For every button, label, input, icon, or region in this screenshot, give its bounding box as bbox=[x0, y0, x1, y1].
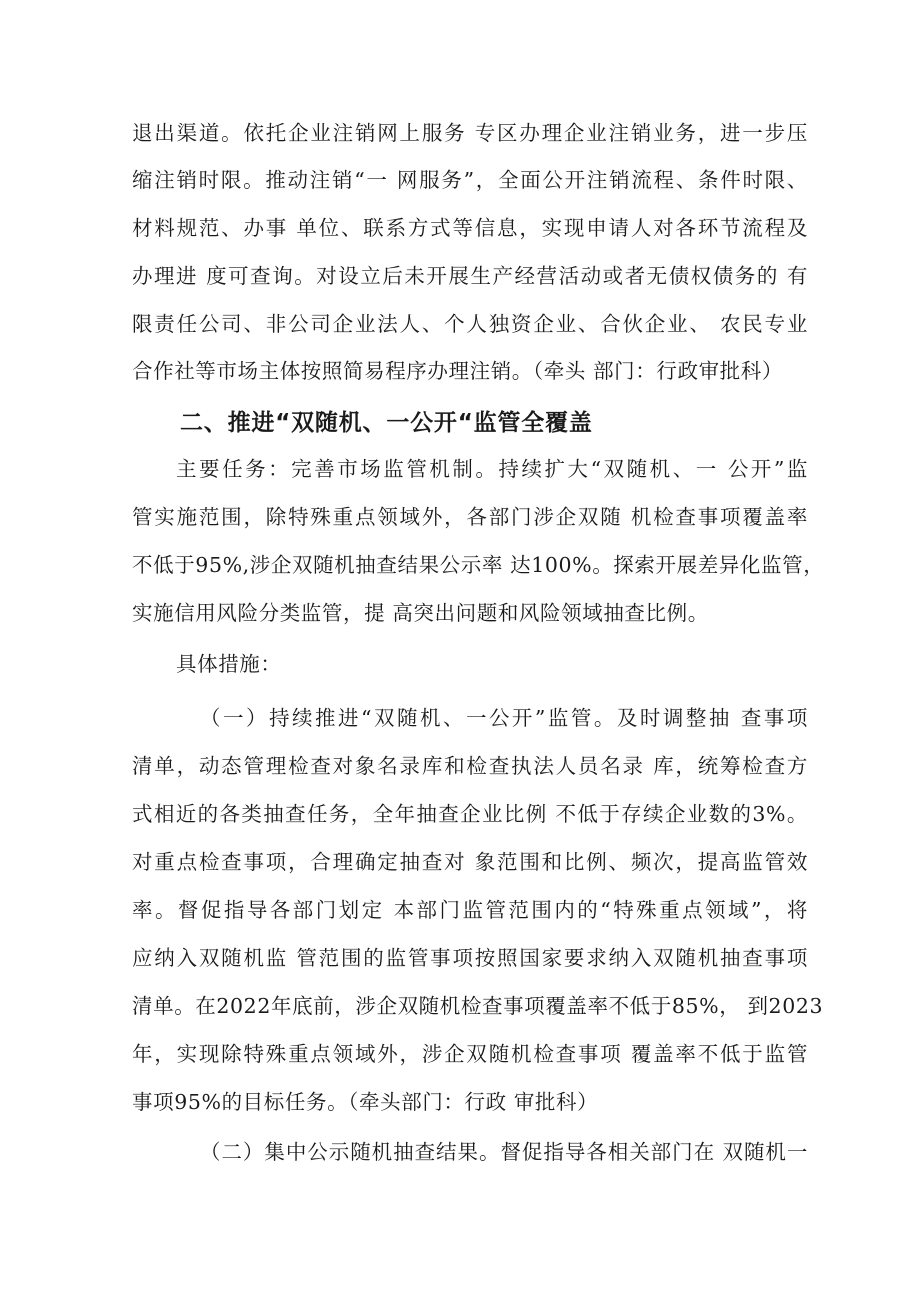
text-line: （一）持续推进“双随机、一公开”监管。及时调整抽 查事项 bbox=[200, 706, 808, 730]
section-heading: 二、推进“双随机、一公开“监管全覆盖 bbox=[180, 410, 593, 436]
text-line: 清单，动态管理检查对象名录库和检查执法人员名录 库，统筹检查方 bbox=[132, 754, 808, 778]
text-line: 应纳入双随机监 管范围的监管事项按照国家要求纳入双随机抽查事项 bbox=[132, 946, 808, 970]
text-line: 对重点检查事项，合理确定抽查对 象范围和比例、频次，提高监管效 bbox=[132, 850, 808, 874]
text-line: 管实施范围，除特殊重点领域外，各部门涉企双随 机检查事项覆盖率 bbox=[132, 505, 808, 529]
text-line: 材料规范、办事 单位、联系方式等信息，实现申请人对各环节流程及 bbox=[132, 216, 808, 240]
text-line: 事项95%的目标任务。（牵头部门：行政 审批科） bbox=[132, 1090, 599, 1114]
text-line: 清单。在2022年底前，涉企双随机检查事项覆盖率不低于85%， 到2023 bbox=[132, 994, 824, 1018]
text-line: 限责任公司、非公司企业法人、个人独资企业、合伙企业、 农民专业 bbox=[132, 312, 808, 336]
text-line: 合作社等市场主体按照简易程序办理注销。（牵头 部门：行政审批科） bbox=[132, 359, 783, 383]
text-line: 退出渠道。依托企业注销网上服务 专区办理企业注销业务，进一步压 bbox=[132, 121, 808, 145]
text-line: 不低于95%,涉企双随机抽查结果公示率 达100%。探索开展差异化监管， bbox=[132, 553, 825, 577]
text-line: 缩注销时限。推动注销“一 网服务”，全面公开注销流程、条件时限、 bbox=[132, 168, 808, 192]
text-line: 式相近的各类抽查任务，全年抽查企业比例 不低于存续企业数的3%。 bbox=[132, 802, 808, 826]
text-line: 年，实现除特殊重点领域外，涉企双随机检查事项 覆盖率不低于监管 bbox=[132, 1042, 808, 1066]
text-line: （二）集中公示随机抽查结果。督促指导各相关部门在 双随机一 bbox=[200, 1140, 808, 1164]
text-line: 实施信用风险分类监管，提 高突出问题和风险领域抽查比例。 bbox=[132, 601, 709, 625]
text-line: 主要任务：完善市场监管机制。持续扩大“双随机、一 公开”监 bbox=[176, 457, 808, 481]
text-line: 办理进 度可查询。对设立后未开展生产经营活动或者无债权债务的 有 bbox=[132, 264, 808, 288]
text-line: 率。督促指导各部门划定 本部门监管范围内的“特殊重点领域”，将 bbox=[132, 898, 808, 922]
measures-label: 具体措施： bbox=[176, 652, 282, 676]
